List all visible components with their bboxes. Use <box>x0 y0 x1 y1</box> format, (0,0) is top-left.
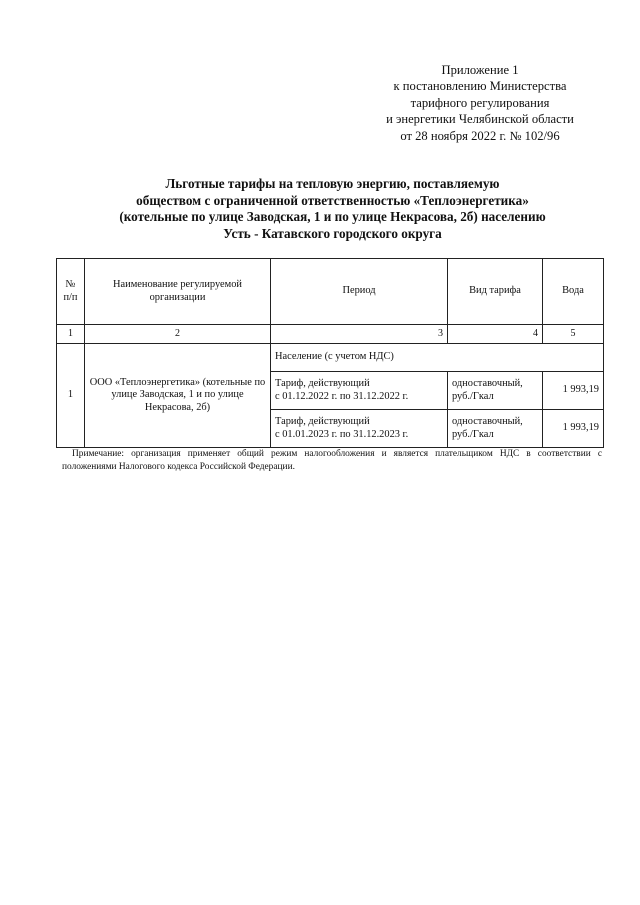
column-number: 2 <box>85 325 271 344</box>
period-dates: с 01.12.2022 г. по 31.12.2022 г. <box>275 390 409 402</box>
tariff-type-cell <box>448 372 543 410</box>
header-num: № п/п <box>57 259 85 325</box>
water-tariff-value: 1 993,19 <box>543 410 604 448</box>
tariff-type-cell <box>448 410 543 448</box>
population-group-label: Население (с учетом НДС) <box>271 344 604 372</box>
period-text: Тариф, действующий <box>275 416 370 427</box>
appendix-line: Приложение 1 <box>441 63 519 77</box>
document-title <box>50 176 615 242</box>
column-number: 5 <box>543 325 604 344</box>
column-number: 4 <box>448 325 543 344</box>
column-number: 1 <box>57 325 85 344</box>
row-number: 1 <box>57 344 85 448</box>
appendix-header <box>330 62 630 144</box>
header-water: Вода <box>543 259 604 325</box>
table-row <box>57 344 604 372</box>
appendix-line: от 28 ноября 2022 г. № 102/96 <box>400 128 560 143</box>
tariff-unit: руб./Гкал <box>452 428 494 440</box>
table-header-row <box>57 259 604 325</box>
header-period: Период <box>271 259 448 325</box>
tax-note: Примечание: организация применяет общий режим налогообложения и является плательщиком НДС в соответствии с положениями Налогового кодекса Российской Федерации. <box>62 449 602 472</box>
tariff-type-text: одноставочный, <box>452 378 523 389</box>
water-tariff-value: 1 993,19 <box>543 372 604 410</box>
organization-name: ООО «Теплоэнергетика» (котельные по улице Заводская, 1 и по улице Некрасова, 2б) <box>85 344 271 448</box>
period-cell <box>271 372 448 410</box>
title-line: Усть - Катавского городского округа <box>223 225 442 241</box>
appendix-line: тарифного регулирования <box>410 95 550 110</box>
tariff-unit: руб./Гкал <box>452 390 494 402</box>
title-line: обществом с ограниченной ответственностью «Теплоэнергетика» <box>136 192 529 208</box>
appendix-line: к постановлению Министерства <box>393 79 567 94</box>
appendix-line: и энергетики Челябинской области <box>386 112 574 127</box>
tariff-type-text: одноставочный, <box>452 416 523 427</box>
period-text: Тариф, действующий <box>275 378 370 389</box>
title-line: Льготные тарифы на тепловую энергию, поставляемую <box>165 176 500 191</box>
period-cell <box>271 410 448 448</box>
header-tariff-type: Вид тарифа <box>448 259 543 325</box>
tariff-table <box>56 258 604 448</box>
title-line: (котельные по улице Заводская, 1 и по улице Некрасова, 2б) населению <box>119 209 546 225</box>
column-number: 3 <box>271 325 448 344</box>
period-dates: с 01.01.2023 г. по 31.12.2023 г. <box>275 428 409 440</box>
header-organization: Наименование регулируемой организации <box>85 259 271 325</box>
column-number-row <box>57 325 604 344</box>
